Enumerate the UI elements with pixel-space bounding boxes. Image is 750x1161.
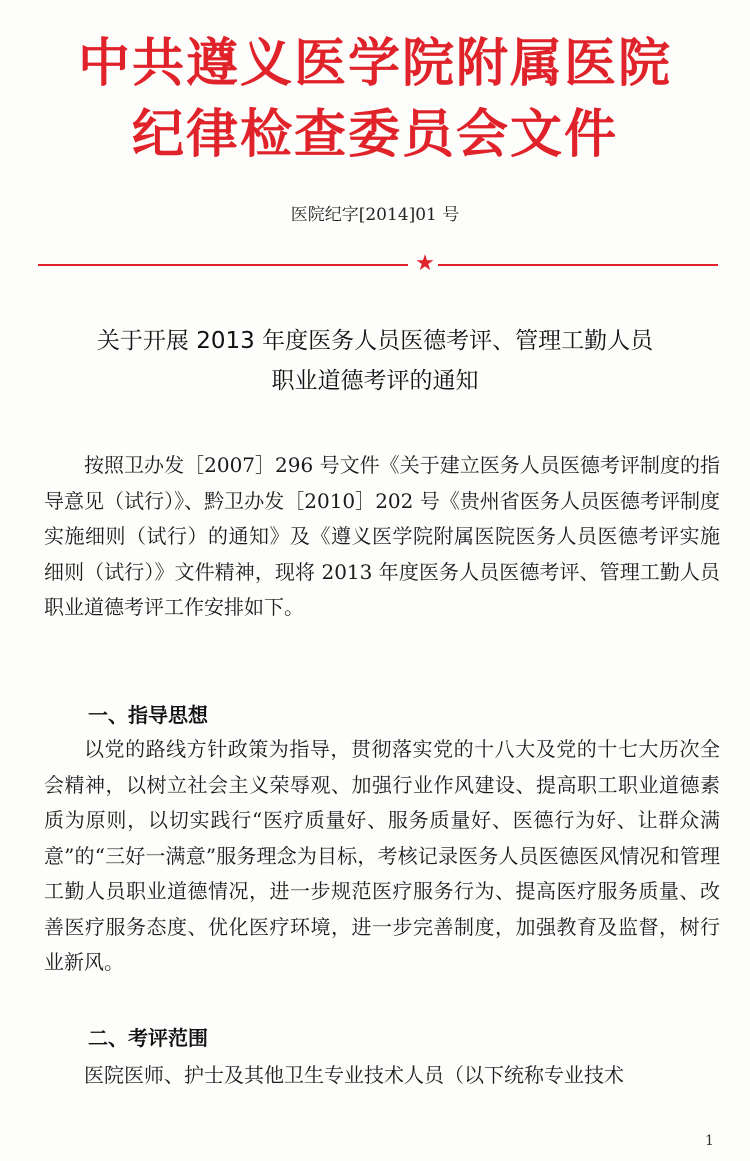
notice-title-line1: 关于开展 2013 年度医务人员医德考评、管理工勤人员 xyxy=(96,328,654,354)
section-heading-evaluation-scope: 二、考评范围 xyxy=(88,1026,208,1050)
issuer-title-line1: 中共遵义医学院附属医院 xyxy=(77,34,672,94)
evaluation-scope-paragraph: 医院医师、护士及其他卫生专业技术人员（以下统称专业技术 xyxy=(84,1063,624,1087)
section-heading-guiding-ideology: 一、指导思想 xyxy=(88,703,208,727)
document-number: 医院纪字[2014]01 号 xyxy=(290,205,460,225)
red-divider-left xyxy=(38,264,408,266)
issuer-title-line2: 纪律检查委员会文件 xyxy=(131,105,618,165)
guiding-ideology-paragraph: 以党的路线方针政策为指导，贯彻落实党的十八大及党的十七大历次全会精神，以树立社会主义荣辱观、加强行业作风建设、提高职工职业道德素质为原则，以切实践行“医疗质量好、服务质量好、医德行为好、让群众满意”的“三好一满意”服务理念为目标，考核记录医务人员医德医风情况和管理工勤人员职业道德情况，进一步规范医疗服务行为、提高医疗服务质量、改善医疗服务态度、优化医疗环境，进一步完善制度，加强教育及监督，树行业新风。 xyxy=(44,737,720,974)
star-icon: ★ xyxy=(415,251,435,276)
page-number: 1 xyxy=(705,1133,714,1149)
notice-title-line2: 职业道德考评的通知 xyxy=(271,368,479,394)
intro-paragraph: 按照卫办发［2007］296 号文件《关于建立医务人员医德考评制度的指导意见（试行）》、黔卫办发［2010］202 号《贵州省医务人员医德考评制度实施细则（试行）的通知》及《遵义医学院附属医院医务人员医德考评实施细则（试行）》文件精神，现将 2013 年度医务人员医德考评、管理工勤人员职业道德考评工作安排如下。 xyxy=(44,453,720,619)
red-divider-right xyxy=(438,264,718,266)
